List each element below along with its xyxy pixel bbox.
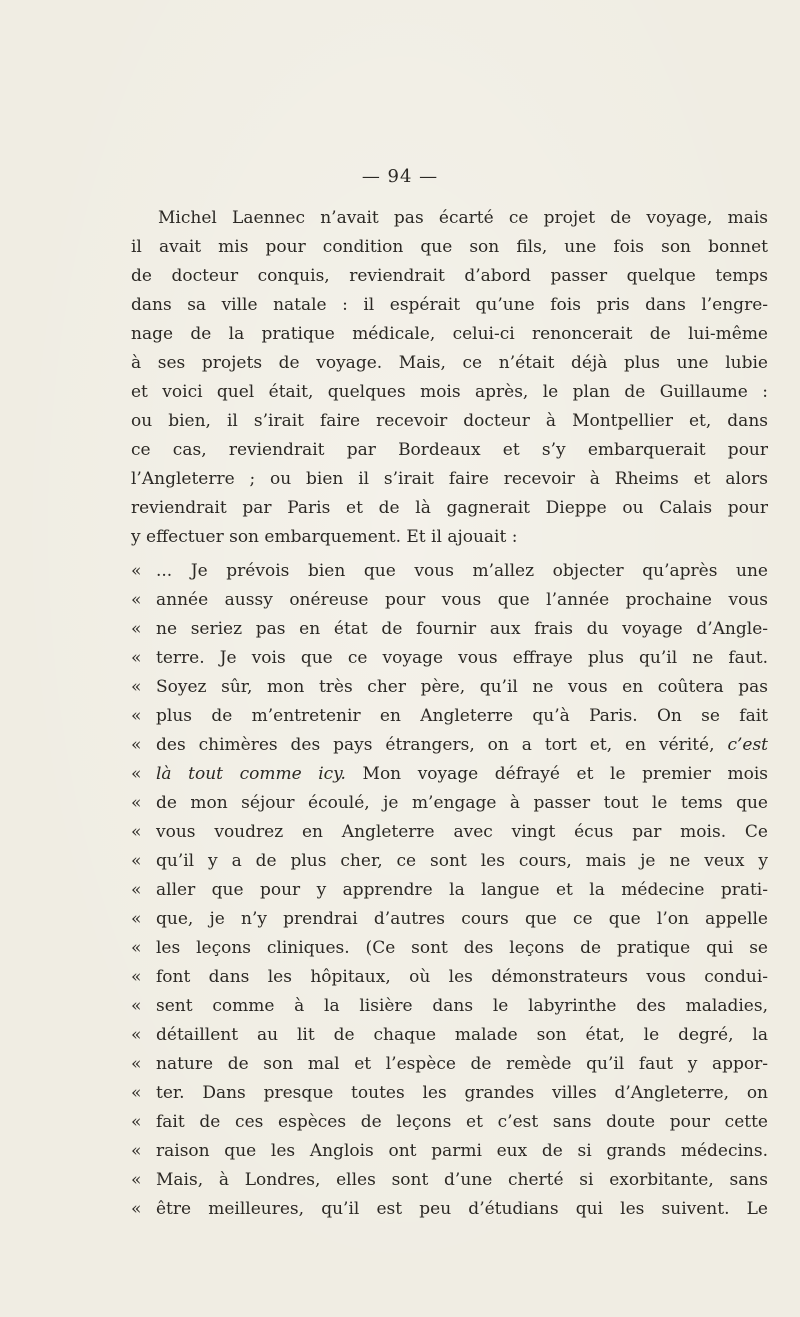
quote-text: font dans les hôpitaux, où les démonstrateurs vous condui- — [156, 967, 768, 987]
quote-line — [131, 905, 768, 934]
quote-line — [131, 789, 768, 818]
quote-line — [131, 731, 768, 760]
text-line: ce cas, reviendrait par Bordeaux et s’y embarquerait pour — [131, 440, 768, 460]
quote-text-part: des chimères des pays étrangers, on a tort et, en vérité, — [156, 735, 715, 755]
quote-text: fait de ces espèces de leçons et c’est sans doute pour cette — [156, 1112, 768, 1132]
text-line: y effectuer son embarquement. Et il ajouait : — [131, 527, 518, 547]
quote-mark: « — [131, 851, 142, 871]
quote-text: vous voudrez en Angleterre avec vingt écus par mois. Ce — [156, 822, 768, 842]
quote-line — [131, 1050, 768, 1079]
letter-quotation — [131, 557, 768, 1224]
quote-text: nature de son mal et l’espèce de remède qu’il faut y appor- — [156, 1054, 768, 1074]
quote-text: Soyez sûr, mon très cher père, qu’il ne vous en coûtera pas — [156, 677, 768, 697]
quote-mark: « — [131, 706, 142, 726]
quote-line — [131, 934, 768, 963]
quote-mark: « — [131, 1141, 142, 1161]
text-line: et voici quel était, quelques mois après, le plan de Guillaume : — [131, 382, 768, 402]
quote-line — [131, 557, 768, 586]
text-line: ou bien, il s’irait faire recevoir docteur à Montpellier et, dans — [131, 411, 768, 431]
quote-mark: « — [131, 909, 142, 929]
quote-line — [131, 702, 768, 731]
italic-text: c’est — [727, 735, 768, 755]
text-line: nage de la pratique médicale, celui-ci renoncerait de lui-même — [131, 324, 768, 344]
quote-line — [131, 1166, 768, 1195]
quote-text: plus de m’entretenir en Angleterre qu’à Paris. On se fait — [156, 706, 768, 726]
quote-line — [131, 992, 768, 1021]
quote-mark: « — [131, 590, 142, 610]
quote-text: terre. Je vois que ce voyage vous effraye plus qu’il ne faut. — [156, 648, 768, 668]
quote-mark: « — [131, 1054, 142, 1074]
quote-mark: « — [131, 880, 142, 900]
quote-mark: « — [131, 967, 142, 987]
quote-text: année aussy onéreuse pour vous que l’année prochaine vous — [156, 590, 768, 610]
quote-text: sent comme à la lisière dans le labyrinthe des maladies, — [156, 996, 768, 1016]
quote-text: que, je n’y prendrai d’autres cours que ce que l’on appelle — [156, 909, 768, 929]
text-line: l’Angleterre ; ou bien il s’irait faire recevoir à Rheims et alors — [131, 469, 768, 489]
quote-text: aller que pour y apprendre la langue et la médecine prati- — [156, 880, 768, 900]
quote-text: de mon séjour écoulé, je m’engage à passer tout le tems que — [156, 793, 768, 813]
quote-line — [131, 673, 768, 702]
text-line: à ses projets de voyage. Mais, ce n’était déjà plus une lubie — [131, 353, 768, 373]
quote-mark: « — [131, 648, 142, 668]
quote-line — [131, 586, 768, 615]
text-line: il avait mis pour condition que son fils, une fois son bonnet — [131, 237, 768, 257]
quote-text: raison que les Anglois ont parmi eux de si grands médecins. — [156, 1141, 768, 1161]
quote-line — [131, 847, 768, 876]
quote-text: ter. Dans presque toutes les grandes villes d’Angleterre, on — [156, 1083, 768, 1103]
text-line: Michel Laennec n’avait pas écarté ce projet de voyage, mais — [158, 208, 768, 228]
quote-mark: « — [131, 1170, 142, 1190]
quote-mark: « — [131, 735, 142, 755]
quote-line — [131, 615, 768, 644]
quote-text: les leçons cliniques. (Ce sont des leçons de pratique qui se — [156, 938, 768, 958]
quote-mark: « — [131, 822, 142, 842]
quote-mark: « — [131, 1199, 142, 1219]
page-number: — 94 — — [361, 166, 439, 187]
quote-line — [131, 1079, 768, 1108]
quote-text: être meilleures, qu’il est peu d’étudians qui les suivent. Le — [156, 1199, 768, 1219]
quote-line — [131, 644, 768, 673]
quote-mark: « — [131, 677, 142, 697]
quote-mark: « — [131, 561, 142, 581]
body-text — [131, 204, 768, 1224]
quote-line — [131, 760, 768, 789]
quote-line — [131, 1021, 768, 1050]
quote-mark: « — [131, 793, 142, 813]
quote-text: qu’il y a de plus cher, ce sont les cours, mais je ne veux y — [156, 851, 768, 871]
quote-mark: « — [131, 619, 142, 639]
quote-mark: « — [131, 938, 142, 958]
text-line: dans sa ville natale : il espérait qu’une fois pris dans l’engre- — [131, 295, 768, 315]
quote-text: ... Je prévois bien que vous m’allez objecter qu’après une — [156, 561, 768, 581]
quote-mark: « — [131, 764, 142, 784]
quote-line — [131, 1195, 768, 1224]
quote-text: détaillent au lit de chaque malade son état, le degré, la — [156, 1025, 768, 1045]
quote-text — [156, 760, 768, 789]
quote-line — [131, 818, 768, 847]
quote-mark: « — [131, 996, 142, 1016]
quote-text: Mais, à Londres, elles sont d’une cherté si exorbitante, sans — [156, 1170, 768, 1190]
text-line: reviendrait par Paris et de là gagnerait Dieppe ou Calais pour — [131, 498, 768, 518]
quote-mark: « — [131, 1112, 142, 1132]
quote-text-part: Mon voyage défrayé et le premier mois — [362, 764, 769, 784]
text-line: de docteur conquis, reviendrait d’abord passer quelque temps — [131, 266, 768, 286]
quote-line — [131, 876, 768, 905]
quote-line — [131, 1137, 768, 1166]
quote-text: ne seriez pas en état de fournir aux frais du voyage d’Angle- — [156, 619, 768, 639]
narrative-paragraph — [131, 204, 768, 552]
quote-line — [131, 963, 768, 992]
italic-text: là tout comme icy. — [156, 764, 346, 784]
quote-mark: « — [131, 1025, 142, 1045]
quote-mark: « — [131, 1083, 142, 1103]
quote-text — [156, 731, 768, 760]
quote-line — [131, 1108, 768, 1137]
